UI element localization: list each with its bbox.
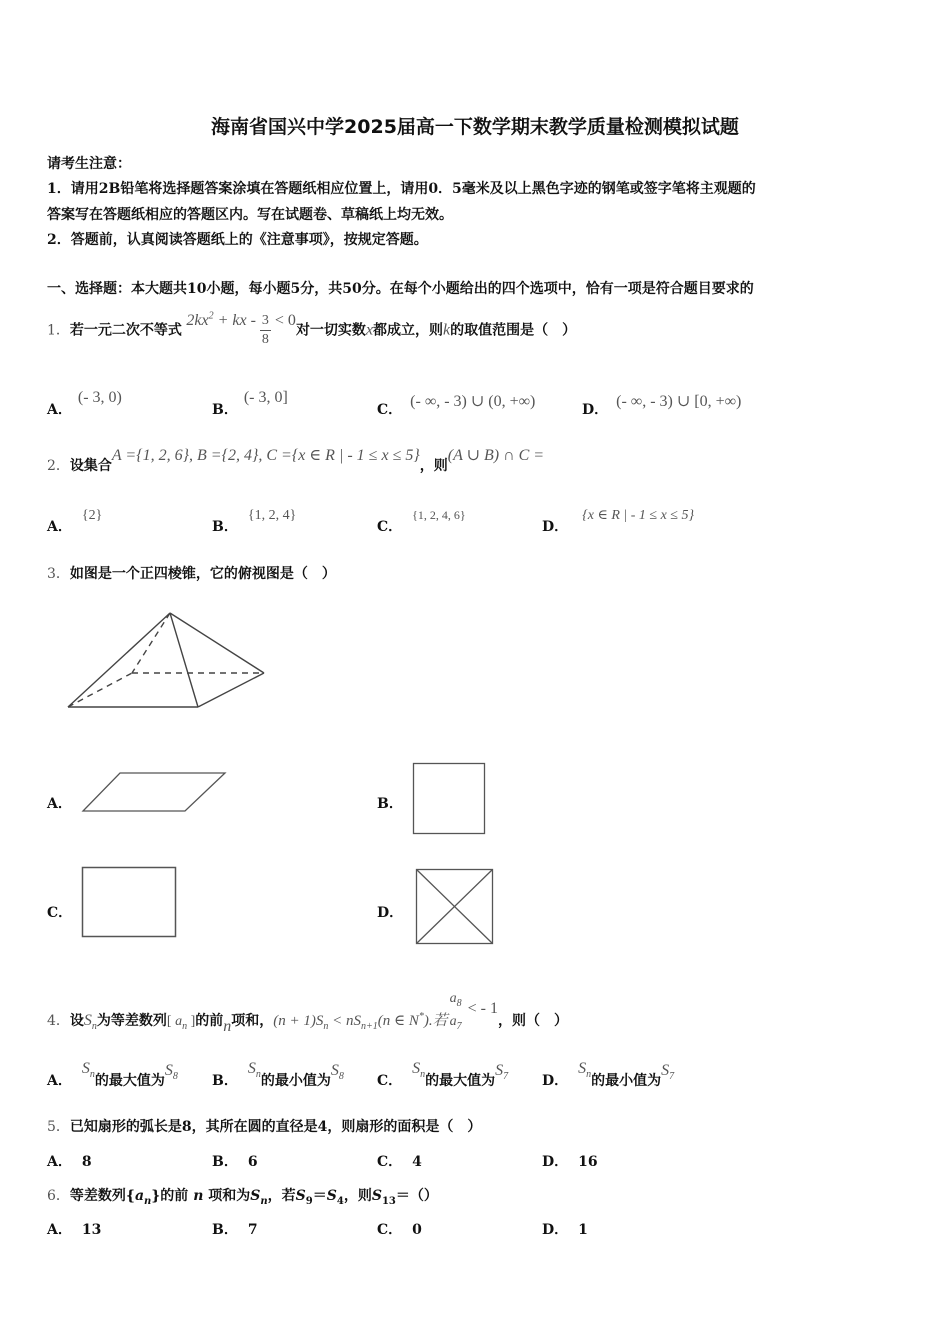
q2-option-a[interactable]: A．{2} xyxy=(47,508,103,535)
notice-heading: 请考生注意： xyxy=(47,156,131,172)
q1-option-c[interactable]: C． (- ∞, - 3) ∪ (0, +∞) xyxy=(377,393,536,418)
q1-option-d[interactable]: D． (- ∞, - 3) ∪ [0, +∞) xyxy=(582,393,742,418)
fraction-3-8: $\frac{3}{8}$ xyxy=(261,313,269,347)
q4-option-a[interactable]: A．$S_n$的最大值为$S_8$ xyxy=(47,1060,178,1089)
question-3: 3．如图是一个正四棱锥，它的俯视图是（ ） xyxy=(47,566,336,582)
page-title: 海南省国兴中学2025届高一下数学期末教学质量检测模拟试题 xyxy=(211,116,739,138)
notice-line-1: 1．请用2B铅笔将选择题答案涂填在答题纸相应位置上，请用0．5毫米及以上黑色字迹的钢笔或签字笔将主观题的 xyxy=(47,181,756,197)
pyramid-right-edge xyxy=(198,673,264,707)
q2-option-c[interactable]: C．{1, 2, 4, 6} xyxy=(377,508,466,535)
q3-option-a-parallelogram[interactable] xyxy=(80,770,230,815)
section-heading: 一、选择题：本大题共10小题，每小题5分，共50分。在每个小题给出的四个选项中，恰有一项是符合题目要求的 xyxy=(47,281,754,297)
q5-option-b[interactable]: B． 6 xyxy=(212,1154,258,1170)
q5-option-a[interactable]: A． 8 xyxy=(47,1154,92,1170)
q3-option-c-rectangle[interactable] xyxy=(81,866,179,940)
question-6: 6．等差数列$\{a_n\}$的前 n 项和为$S_n$，若$S_9=S_4$，则$S_{13}=()$ xyxy=(47,1188,438,1207)
pyramid-figure xyxy=(60,605,270,715)
q3-option-c[interactable]: C． xyxy=(47,905,73,921)
pyramid-lateral-edge-front xyxy=(170,613,198,707)
q4-option-d[interactable]: D．$S_n$的最小值为$S_7$ xyxy=(542,1060,675,1089)
q6-option-a[interactable]: A． 13 xyxy=(47,1222,102,1238)
question-4: 4．设$S_n$为等差数列[ $a_n$ ]的前n项和，$(n + 1)S_n < nS_{n+1}(n$ ∈ N*).若 $a_8$ $a_7$ < - 1，则（ ） xyxy=(47,991,568,1035)
q4-option-b[interactable]: B．$S_n$的最小值为$S_8$ xyxy=(212,1060,344,1089)
pyramid-lateral-edge-right xyxy=(170,613,264,673)
q5-option-c[interactable]: C． 4 xyxy=(377,1154,422,1170)
q1-option-a[interactable]: A．(- 3, 0) xyxy=(47,389,122,418)
q6-option-d[interactable]: D． 1 xyxy=(542,1222,588,1238)
q3-option-a[interactable]: A． xyxy=(47,796,72,812)
q6-option-c[interactable]: C． 0 xyxy=(377,1222,422,1238)
q2-option-d[interactable]: D．{x ∈ R | - 1 ≤ x ≤ 5} xyxy=(542,508,695,535)
q5-option-d[interactable]: D． 16 xyxy=(542,1154,598,1170)
q3-option-b[interactable]: B． xyxy=(377,796,403,812)
pyramid-lateral-edge-left xyxy=(68,613,170,707)
notice-line-3: 2．答题前，认真阅读答题纸上的《注意事项》，按规定答题。 xyxy=(47,232,428,248)
question-5: 5．已知扇形的弧长是8，其所在圆的直径是4，则扇形的面积是（ ） xyxy=(47,1119,482,1135)
question-1: 1．若一元二次不等式 $2kx^2$ + kx - $\frac{3}{8}$ < 0对一切实数x都成立，则k的取值范围是（ ） xyxy=(47,310,577,347)
q3-option-b-square[interactable] xyxy=(412,762,488,836)
fraction-a8-a7: $a_8$ $a_7$ xyxy=(449,991,462,1032)
q3-option-d[interactable]: D． xyxy=(377,905,404,921)
q3-option-d-square-with-diagonals[interactable] xyxy=(415,868,495,946)
question-2: 2．设集合A ={1, 2, 6}, B ={2, 4}, C ={x ∈ R | - 1 ≤ x ≤ 5}，则(A ∪ B) ∩ C = xyxy=(47,447,545,474)
q6-option-b[interactable]: B． 7 xyxy=(212,1222,258,1238)
q1-option-b[interactable]: B．(- 3, 0] xyxy=(212,389,288,418)
notice-line-2: 答案写在答题纸相应的答题区内。写在试题卷、草稿纸上均无效。 xyxy=(47,207,453,223)
q2-option-b[interactable]: B．{1, 2, 4} xyxy=(212,508,297,535)
q4-option-c[interactable]: C．$S_n$的最大值为$S_7$ xyxy=(377,1060,509,1089)
